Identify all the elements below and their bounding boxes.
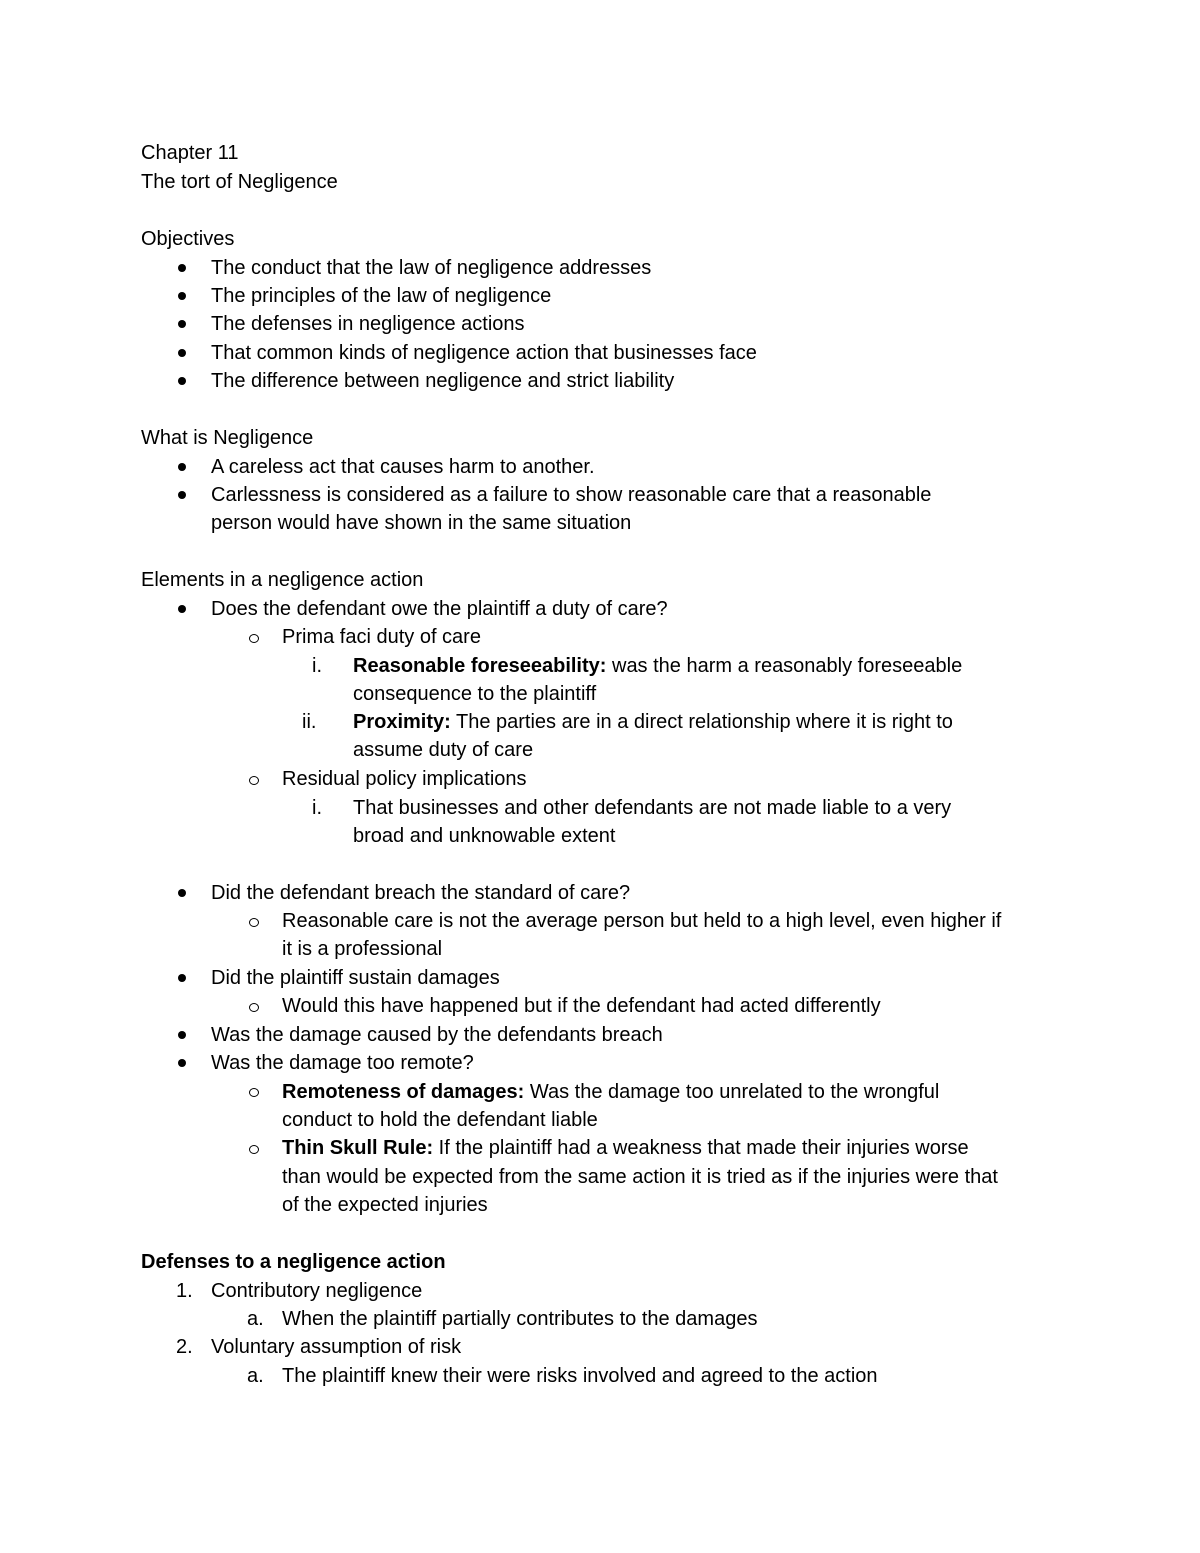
definition-item: Carlessness is considered as a failure to show reasonable care that a reasonable [211, 484, 932, 506]
sub-item [282, 1134, 969, 1162]
roman-item-continued: consequence to the plaintiff [353, 683, 597, 705]
roman-item-continued: assume duty of care [353, 739, 534, 761]
bullet-icon [178, 320, 186, 328]
sub-item [282, 1078, 939, 1106]
circle-bullet-icon [249, 918, 259, 927]
bullet-icon [178, 377, 186, 385]
document-title: The tort of Negligence [141, 171, 338, 193]
term-label: Remoteness of damages: [282, 1081, 525, 1103]
sub-item: Reasonable care is not the average person but held to a high level, even higher if [282, 910, 1002, 932]
circle-bullet-icon [249, 634, 259, 643]
element-question: Did the plaintiff sustain damages [211, 967, 500, 989]
term-text: The parties are in a direct relationship where it is right to [450, 711, 953, 733]
bullet-icon [178, 1059, 186, 1067]
bullet-icon [178, 292, 186, 300]
circle-bullet-icon [249, 776, 259, 785]
term-label: Thin Skull Rule: [282, 1137, 434, 1159]
letter-marker: a. [247, 1365, 264, 1387]
definition-item-continued: person would have shown in the same situation [211, 512, 632, 534]
roman-item [353, 652, 962, 680]
term-label: Reasonable foreseeability: [353, 655, 607, 677]
objectives-heading: Objectives [141, 228, 235, 250]
sub-item-continued: conduct to hold the defendant liable [282, 1109, 598, 1131]
bullet-icon [178, 889, 186, 897]
term-label: Proximity: [353, 711, 451, 733]
objective-item: The difference between negligence and strict liability [211, 370, 675, 392]
number-marker: 1. [176, 1280, 193, 1302]
bullet-icon [178, 605, 186, 613]
number-marker: 2. [176, 1336, 193, 1358]
circle-bullet-icon [249, 1145, 259, 1154]
sub-item-continued: of the expected injuries [282, 1194, 488, 1216]
sub-item-continued: it is a professional [282, 938, 443, 960]
definition-item: A careless act that causes harm to another. [211, 456, 595, 478]
roman-item [353, 708, 953, 736]
roman-marker: i. [312, 655, 322, 677]
bullet-icon [178, 463, 186, 471]
bullet-icon [178, 349, 186, 357]
objective-item: That common kinds of negligence action that businesses face [211, 342, 757, 364]
term-text: If the plaintiff had a weakness that made their injuries worse [433, 1137, 969, 1159]
element-question: Was the damage caused by the defendants breach [211, 1024, 663, 1046]
sub-item: Residual policy implications [282, 768, 527, 790]
objective-item: The defenses in negligence actions [211, 313, 525, 335]
term-text: was the harm a reasonably foreseeable [606, 655, 963, 677]
defense-sub-item: When the plaintiff partially contributes to the damages [282, 1308, 758, 1330]
chapter-label: Chapter 11 [141, 142, 239, 164]
what-is-heading: What is Negligence [141, 427, 314, 449]
defense-item: Voluntary assumption of risk [211, 1336, 462, 1358]
roman-marker: ii. [302, 711, 317, 733]
circle-bullet-icon [249, 1003, 259, 1012]
sub-item-continued: than would be expected from the same action it is tried as if the injuries were that [282, 1166, 998, 1188]
sub-item: Would this have happened but if the defendant had acted differently [282, 995, 881, 1017]
elements-heading: Elements in a negligence action [141, 569, 424, 591]
bullet-icon [178, 491, 186, 499]
bullet-icon [178, 264, 186, 272]
defenses-heading: Defenses to a negligence action [141, 1251, 446, 1273]
letter-marker: a. [247, 1308, 264, 1330]
objective-item: The principles of the law of negligence [211, 285, 552, 307]
bullet-icon [178, 1031, 186, 1039]
sub-item: Prima faci duty of care [282, 626, 481, 648]
element-question: Was the damage too remote? [211, 1052, 474, 1074]
bullet-icon [178, 974, 186, 982]
roman-item: That businesses and other defendants are not made liable to a very [353, 797, 952, 819]
roman-item-continued: broad and unknowable extent [353, 825, 616, 847]
element-question: Did the defendant breach the standard of care? [211, 882, 631, 904]
roman-marker: i. [312, 797, 322, 819]
circle-bullet-icon [249, 1088, 259, 1097]
element-question: Does the defendant owe the plaintiff a duty of care? [211, 598, 668, 620]
defense-item: Contributory negligence [211, 1280, 423, 1302]
term-text: Was the damage too unrelated to the wrongful [524, 1081, 940, 1103]
defense-sub-item: The plaintiff knew their were risks involved and agreed to the action [282, 1365, 878, 1387]
objective-item: The conduct that the law of negligence addresses [211, 257, 652, 279]
